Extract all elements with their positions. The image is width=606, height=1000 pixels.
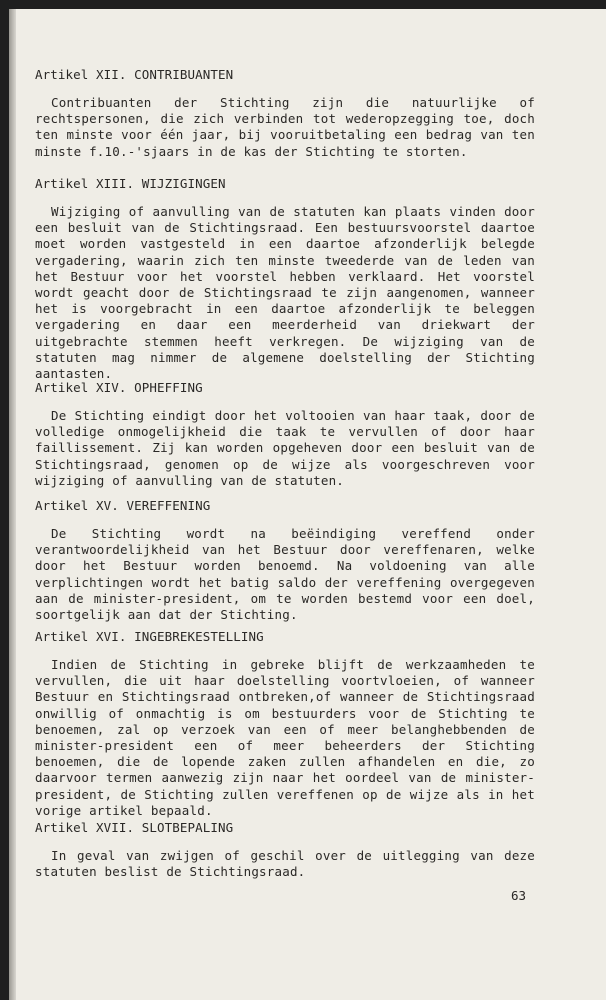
- document-page: [9, 9, 606, 1000]
- article-heading: Artikel XII. CONTRIBUANTEN: [35, 67, 234, 82]
- article-xv: [35, 498, 535, 623]
- article-heading: Artikel XVII. SLOTBEPALING: [35, 820, 234, 835]
- article-text: Indien de Stichting in gebreke blijft de werkzaamheden te vervullen, die uit haar doelstelling voortvloeien, of wanneer Bestuur en Stichtingsraad ontbreken,of wanneer de Stichtingsraad onwillig of onmachtig is om bestuurders voor de Stichting te benoemen, zal op verzoek van een of meer belanghebbenden de minister-president een of meer beheerders der Stichting benoemen, die de lopende zaken zullen afhandelen en die, zo daarvoor termen aanwezig zijn naar het oordeel van de minister-president, de Stichting zullen vereffenen op de wijze als in het vorige artikel bepaald.: [35, 657, 535, 818]
- article-heading: Artikel XIV. OPHEFFING: [35, 380, 203, 395]
- article-xiii: [35, 176, 535, 382]
- page-spine: [9, 9, 16, 1000]
- article-heading: Artikel XIII. WIJZIGINGEN: [35, 176, 226, 191]
- article-xiv: [35, 380, 535, 489]
- article-text: Contribuanten der Stichting zijn die natuurlijke of rechtspersonen, die zich verbinden tot wederopzegging toe, doch ten minste voor één jaar, bij vooruitbetaling een bedrag van ten minste f.10.-'sjaars in de kas der Stichting te storten.: [35, 95, 535, 159]
- article-xvi: [35, 629, 535, 819]
- article-text: De Stichting wordt na beëindiging vereffend onder verantwoordelijkheid van het Bestuur door vereffenaren, welke door het Bestuur worden benoemd. Na voldoening van alle verplichtingen wordt het batig saldo der vereffening overgegeven aan de minister-president, om te worden bestemd voor een doel, soortgelijk aan dat der Stichting.: [35, 526, 535, 623]
- article-heading: Artikel XV. VEREFFENING: [35, 498, 211, 513]
- article-text: In geval van zwijgen of geschil over de uitlegging van deze statuten beslist de Stichtingsraad.: [35, 848, 535, 880]
- article-xvii: [35, 820, 535, 880]
- page-number: 63: [511, 888, 527, 903]
- article-text: De Stichting eindigt door het voltooien van haar taak, door de volledige onmogelijkheid die taak te vervullen of door haar faillissement. Zij kan worden opgeheven door een besluit van de Stichtingsraad, genomen op de wijze als voorgeschreven voor wijziging of aanvulling van de statuten.: [35, 408, 535, 488]
- article-xii: [35, 67, 535, 160]
- article-text: Wijziging of aanvulling van de statuten kan plaats vinden door een besluit van de Stichtingsraad. Een bestuursvoorstel daartoe moet worden vastgesteld in een daartoe afzonderlijk belegde vergadering, waarin zich ten minste tweederde van de leden van het Bestuur voor het voorstel hebben verklaard. Het voorstel wordt geacht door de Stichtingsraad te zijn aangenomen, wanneer het is voorgebracht in een daartoe afzonderlijk te beleggen vergadering en daar een meerderheid van driekwart der uitgebrachte stemmen heeft verkregen. De wijziging van de statuten mag nimmer de algemene doelstelling der Stichting aantasten.: [35, 204, 535, 382]
- article-heading: Artikel XVI. INGEBREKESTELLING: [35, 629, 264, 644]
